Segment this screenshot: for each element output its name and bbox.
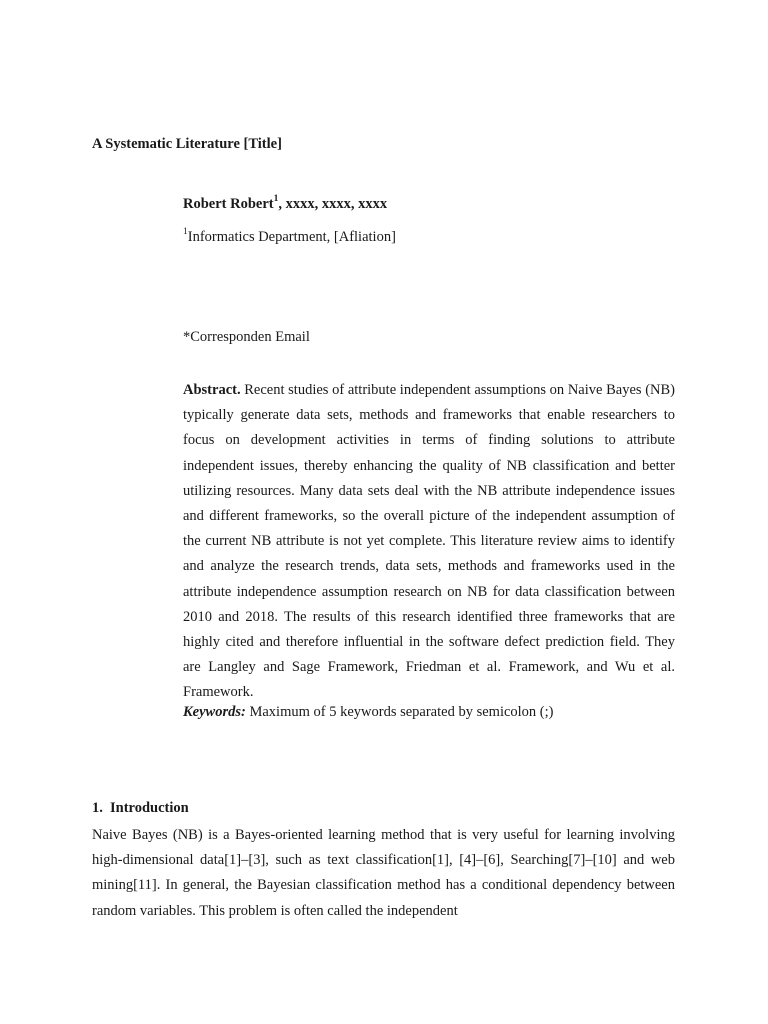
keywords-line xyxy=(183,704,554,721)
author-name: Robert Robert xyxy=(183,196,274,212)
paper-title: A Systematic Literature [Title] xyxy=(92,136,282,152)
affiliation-marker: 1 xyxy=(183,227,188,238)
author-line xyxy=(183,196,387,213)
section-title: Introduction xyxy=(110,800,189,816)
introduction-paragraph: Naive Bayes (NB) is a Bayes-oriented learning method that is very useful for learning involving high-dimensional data[1]–[3], such as text classification[1], [4]–[6], Searching[7]–[10] and web mining[11]. In general, the Bayesian classification method has a conditional dependency between random variables. This problem is often called the independent xyxy=(92,827,675,919)
abstract-body: Recent studies of attribute independent assumptions on Naive Bayes (NB) typically generate data sets, methods and frameworks that enable researchers to focus on development activities in terms of finding solutions to attribute independent issues, thereby enhancing the quality of NB classification and better utilizing resources. Many data sets deal with the NB attribute independence issues and different frameworks, so the overall picture of the independent assumption of the current NB attribute is not yet complete. This literature review aims to identify and analyze the research trends, data sets, methods and frameworks used in the attribute independence assumption research on NB for data classification between 2010 and 2018. The results of this research identified three frameworks that are highly cited and therefore influential in the software defect prediction field. They are Langley and Sage Framework, Friedman et al. Framework, and Wu et al. Framework. xyxy=(183,382,675,701)
section-heading-introduction xyxy=(92,800,189,817)
affiliation-line xyxy=(183,229,396,246)
abstract-paragraph xyxy=(183,378,675,706)
author-affiliation-marker: 1 xyxy=(273,194,279,205)
abstract-label: Abstract. xyxy=(183,382,241,398)
correspondence-email: *Corresponden Email xyxy=(183,329,310,345)
keywords-label: Keywords: xyxy=(183,704,246,720)
affiliation-text: Informatics Department, [Afliation] xyxy=(187,229,396,245)
co-authors: , xxxx, xxxx, xxxx xyxy=(278,196,388,212)
keywords-text: Maximum of 5 keywords separated by semicolon (;) xyxy=(245,704,554,720)
section-number: 1. xyxy=(92,800,103,816)
